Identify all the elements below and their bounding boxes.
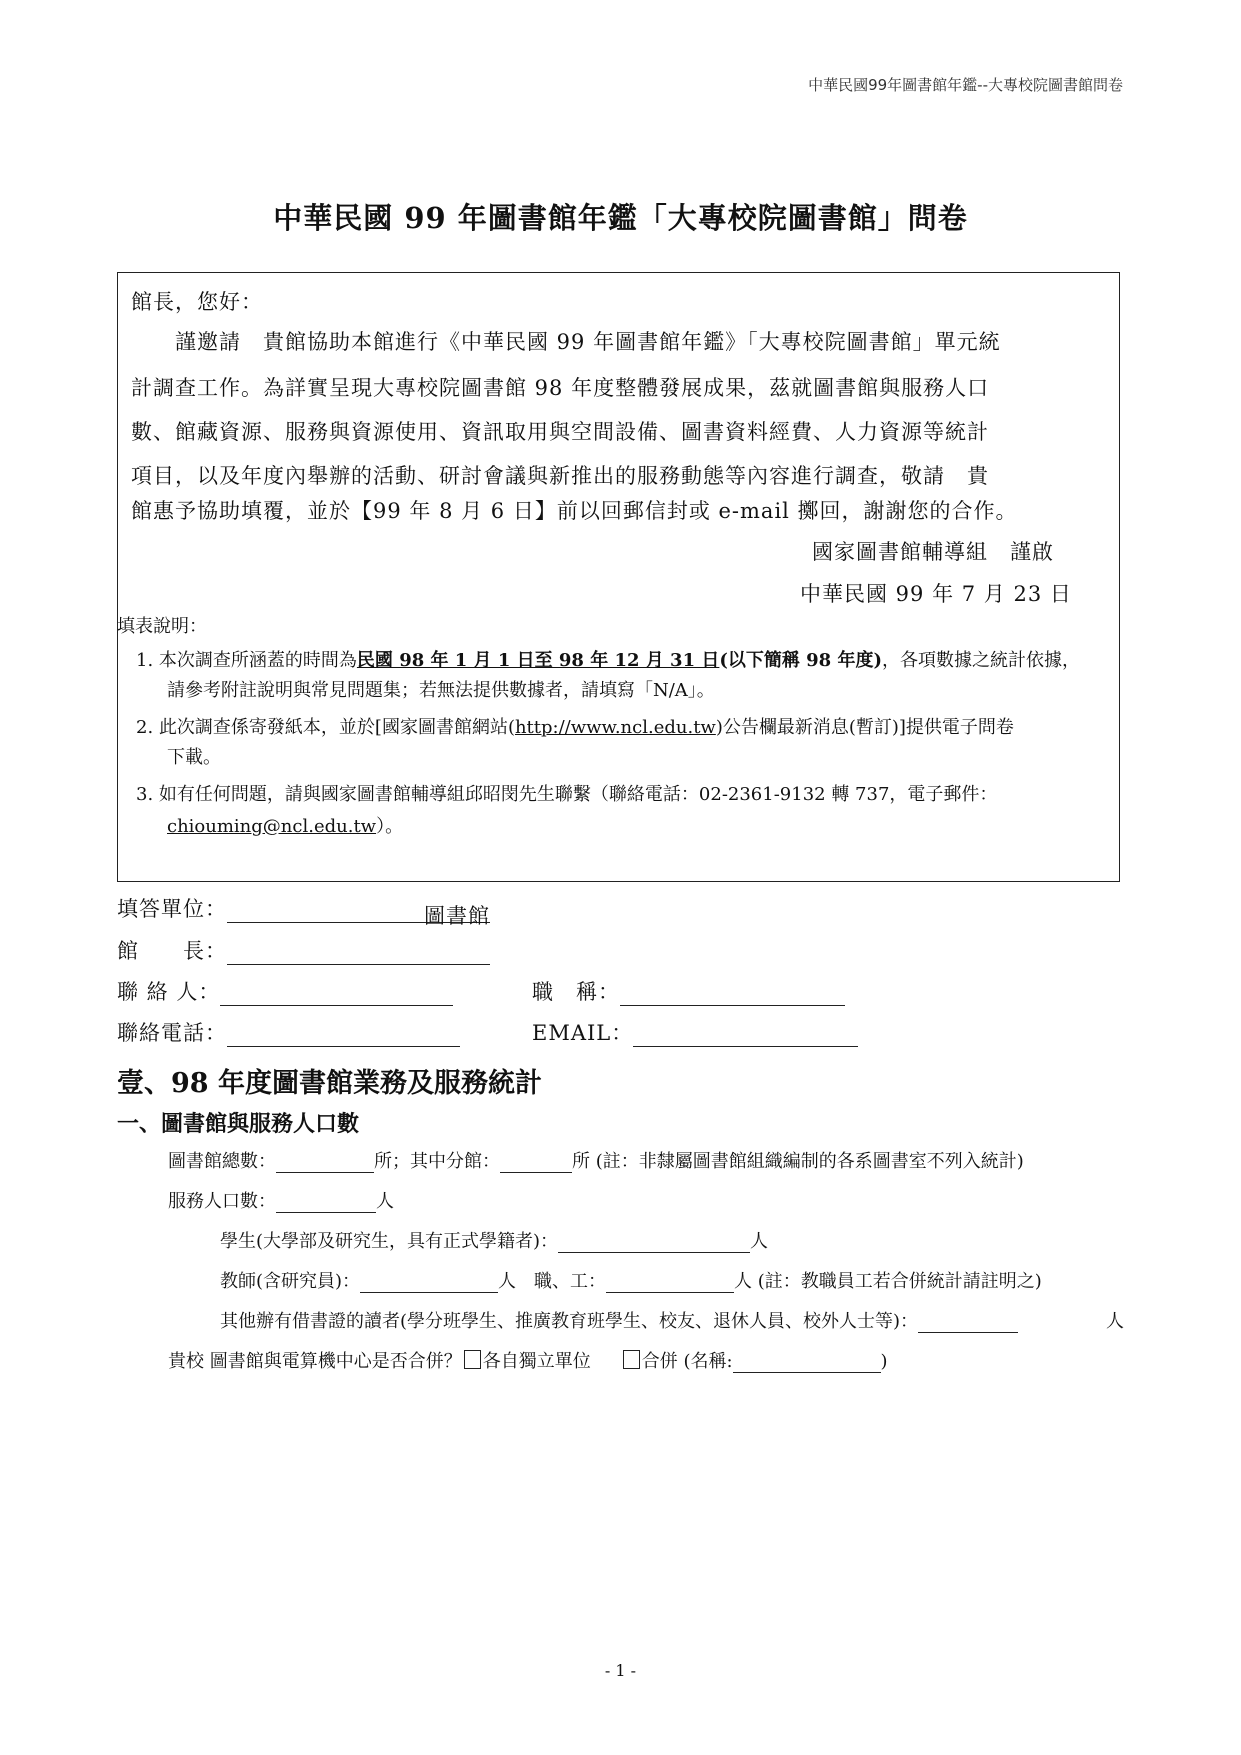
document-title: 中華民國 99 年圖書館年鑑「大專校院圖書館」問卷	[273, 201, 968, 235]
note-3	[136, 780, 997, 806]
letter-date: 中華民國 99 年 7 月 23 日	[800, 582, 1072, 606]
library-total-label: 圖書館總數：	[168, 1151, 276, 1172]
service-population-row	[168, 1187, 394, 1213]
email-field[interactable]	[633, 1024, 858, 1047]
other-readers-row	[220, 1307, 1018, 1333]
unit-field[interactable]	[227, 900, 490, 928]
letter-line: 數、館藏資源、服務與資源使用、資訊取用與空間設備、圖書資料經費、人力資源等統計	[131, 420, 989, 444]
subsection-heading: 一、圖書館與服務人口數	[117, 1111, 360, 1137]
branch-label: 所；其中分館：	[374, 1151, 500, 1172]
section-heading: 壹、98 年度圖書館業務及服務統計	[117, 1068, 542, 1099]
note-text: (以下簡稱 98 年度)	[719, 650, 882, 671]
contact-row	[117, 976, 453, 1006]
unit-label: 填答單位：	[117, 897, 227, 921]
letter-line: 館惠予協助填覆，並於【99 年 8 月 6 日】前以回郵信封或 e-mail 擲回，謝謝您的合作。	[131, 499, 1018, 523]
staff-field[interactable]	[606, 1270, 734, 1293]
director-label: 館 長：	[117, 939, 227, 963]
note-2	[136, 713, 1014, 739]
contact-label: 聯 絡 人：	[117, 980, 221, 1004]
note-text: ，各項數據之統計依據，	[882, 650, 1080, 671]
letter-line: 謹邀請 貴館協助本館進行《中華民國 99 年圖書館年鑑》「大專校院圖書館」單元統	[131, 330, 1001, 354]
merged-name-field[interactable]	[733, 1350, 881, 1373]
letter-salutation: 館長，您好：	[131, 290, 263, 314]
ncl-website-link[interactable]: http://www.ncl.edu.tw	[514, 717, 716, 738]
unit-text: 人	[1106, 1311, 1124, 1332]
note-number: 3.	[136, 784, 154, 805]
other-readers-label: 其他辦有借書證的讀者(學分班學生、推廣教育班學生、校友、退休人員、校外人士等)：	[220, 1311, 919, 1332]
letter-line: 計調查工作。為詳實呈現大專校院圖書館 98 年度整體發展成果，茲就圖書館與服務人口	[131, 376, 990, 400]
library-count-row	[168, 1147, 1024, 1173]
merge-question-row	[168, 1347, 888, 1373]
closing-paren: )	[880, 1351, 888, 1372]
independent-option-label: 各自獨立單位	[482, 1351, 591, 1372]
branch-count-field[interactable]	[500, 1150, 572, 1173]
note-1-cont: 請參考附註說明與常見問題集；若無法提供數據者，請填寫「N/A」。	[167, 680, 715, 701]
note-3-cont	[167, 812, 403, 838]
merged-option-label: 合併 (名稱:	[641, 1351, 733, 1372]
population-field[interactable]	[276, 1190, 376, 1213]
students-row	[220, 1227, 768, 1253]
phone-field[interactable]	[227, 1024, 460, 1047]
merge-question: 貴校 圖書館與電算機中心是否合併？	[168, 1351, 462, 1372]
note-text: )公告欄最新消息(暫訂)]提供電子問卷	[715, 717, 1014, 738]
note-text: 此次調查係寄發紙本，並於[國家圖書館網站(	[158, 717, 515, 738]
faculty-note: 人 (註：教職員工若合併統計請註明之)	[734, 1271, 1042, 1292]
note-number: 1.	[136, 650, 154, 671]
note-number: 2.	[136, 717, 154, 738]
note-text: 如有任何問題，請與國家圖書館輔導組邱昭閔先生聯繫（聯絡電話：02-2361-9132 轉 737，電子郵件：	[158, 784, 998, 805]
email-label: EMAIL：	[532, 1021, 634, 1045]
other-readers-field[interactable]	[918, 1310, 1018, 1333]
faculty-row	[220, 1267, 1042, 1293]
contact-email-link[interactable]: chiouming@ncl.edu.tw	[167, 816, 377, 837]
note-2-cont: 下載。	[167, 747, 221, 768]
independent-checkbox[interactable]	[464, 1350, 481, 1369]
note-text: 本次調查所涵蓋的時間為	[158, 650, 357, 671]
staff-label: 人 職、工：	[498, 1271, 607, 1292]
contact-field[interactable]	[220, 983, 453, 1006]
director-row	[117, 935, 490, 965]
job-title-label: 職 稱：	[532, 980, 620, 1004]
letter-line: 項目，以及年度內舉辦的活動、研討會議與新推出的服務動態等內容進行調查，敬請 貴	[131, 464, 989, 488]
merged-checkbox[interactable]	[623, 1350, 640, 1369]
library-total-field[interactable]	[276, 1150, 374, 1173]
notes-heading: 填表說明：	[117, 616, 207, 637]
phone-label: 聯絡電話：	[117, 1021, 227, 1045]
note-1	[136, 646, 1080, 672]
phone-row	[117, 1017, 460, 1047]
students-label: 學生(大學部及研究生，具有正式學籍者)：	[220, 1231, 559, 1252]
job-title-row	[532, 976, 845, 1006]
unit-text: 人	[376, 1191, 394, 1212]
unit-row	[117, 893, 490, 928]
unit-value: 圖書館	[424, 904, 490, 928]
library-count-note: 所 (註：非隸屬圖書館組織編制的各系圖書室不列入統計)	[572, 1151, 1024, 1172]
note-text: ）。	[376, 816, 404, 837]
students-field[interactable]	[558, 1230, 750, 1253]
page-header: 中華民國99年圖書館年鑑--大專校院圖書館問卷	[808, 76, 1123, 94]
email-row	[532, 1017, 858, 1047]
unit-text: 人	[750, 1231, 769, 1252]
job-title-field[interactable]	[620, 983, 845, 1006]
faculty-label: 教師(含研究員)：	[220, 1271, 361, 1292]
date-range: 民國 98 年 1 月 1 日至 98 年 12 月 31 日	[356, 650, 720, 671]
page-number: - 1 -	[604, 1661, 637, 1680]
director-field[interactable]	[227, 942, 490, 965]
population-label: 服務人口數：	[168, 1191, 276, 1212]
letter-signature: 國家圖書館輔導組 謹啟	[812, 540, 1054, 564]
faculty-field[interactable]	[360, 1270, 498, 1293]
